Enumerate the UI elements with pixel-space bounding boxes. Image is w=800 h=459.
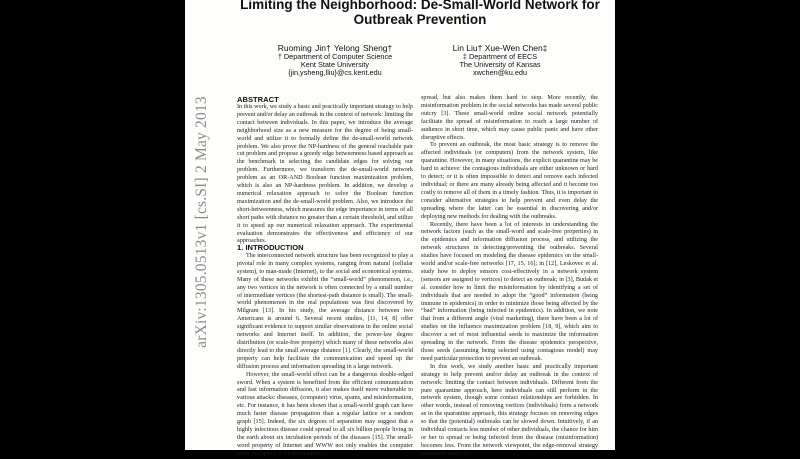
author-email: xwchen@ku.edu [472,68,528,78]
body-paragraph: To prevent an outbreak, the most basic strategy is to remove the affected individuals (or computers) from the network system, like quarantine. However, in many situations, the explicit quarantine may be hard to achieve: the contagious individuals are either unknown or hard to detect; or it is often impossible to detect and remove each infected individual; or there are many already being affected and it become too costly to remove all of them in a timely fashion. Thus, it is important to consider alternative strategies to help prevent and even delay the spreading where the latter can be essential in discovering and/or deploying new methods for dealing with the outbreaks. [421,142,598,220]
author-affiliation: † Department of Computer Science [277,52,393,61]
author-affiliation: ‡ Department of EECS [462,52,538,61]
body-paragraph: The interconnected network structure has been recognized to play a pivotal role in many complex systems, ranging from natural (cellular system), to man-made (Internet), to the social and economical systems. Many of these networks exhibit the “small-world” phenomenon, i.e., any two vertices in the network is often connected by a small number of intermediate vertices (the shortest-path distance is small). The small-world phenomenon in the real populations was first discovered by Milgram [13]. In his study, the average distance between two Americans is around 6. Several recent studies, [11, 14, 8] offer significant evidence to support similar observations in the online social networks and Internet itself. In addition, the power-law degree distribution (or scale-free property) which many of these networks also directly lead to the small average distance [1]. Clearly, the small-world property can help facilitate the communication and speed up the diffusion process and information spreading in a large network. [237,253,413,370]
author-email: {jin,ysheng,lliu}@cs.kent.edu [288,68,382,78]
right-column-body [421,95,598,457]
author-block-right [420,43,580,78]
introduction-heading: 1. INTRODUCTION [237,243,304,252]
author-affiliation: The University of Kansas [459,60,541,70]
introduction-body [237,253,413,457]
abstract-paragraph: In this work, we study a basic and practically important strategy to help prevent and/or delay an outbreak in the context of network: limiting the contact between individuals. In this paper, we introduce the average neighborhood size as a new measure for the degree of being small-world and utilize it to formally define the de-small-world network problem. We also prove the NP-hardness of the general reachable pair cut problem and propose a greedy edge betweenness based approach as the benchmark in selecting the candidate edges for solving our problem. Furthermore, we transform the de-small-world network problem as an OR-AND Boolean function maximization problem, which is also an NP-hardness problem. In addition, we develop a numerical relaxation approach to solve the Boolean function maximization and the de-small-world problem. Also, we introduce the short-betweenness, which measures the edge importance in terms of all short paths with distance no greater than a certain threshold, and utilize it to speed up our numerical relaxation approach. The experimental evaluation demonstrates the effectiveness and efficiency of our approaches. [237,104,413,245]
arxiv-id-text: arXiv:1305.0513v1 [cs.SI] 2 May 2013 [193,96,210,348]
arxiv-stamp [187,96,217,348]
body-paragraph: Recently, there have been a lot of interests in understanding the network factors (such as the small-word and scale-free properties) in the epidemics and information diffusion process, and utilizing the network structures in detecting/preventing the outbreaks. Several studies have focused on modeling the disease epidemics on the small-world and/or scale-free networks [17, 15, 16]; in [12], Leskovec et al. study how to deploy sensors cost-effectively in a network system (sensors are assigned to vertices) to detect an outbreak; in [3], Budak et al. consider how to limit the misinformation by identifying a set of individuals that are needed to adopt the “good” information (being immune in epidemics) in order to minimize those being affected by the “bad” information (being infected in epidemics). In addition, we note that from a different angle (viral marketing), there have been a lot of studies on the influence maximization problem [18, 9], which aim to discover a set of most influential seeds to maximize the information spreading in the network. From the disease epidemics perspective, those seeds (assuming being selected using contagious model) may need particular protection to prevent an outbreak. [421,221,598,362]
paper-title-line-2: Outbreak Prevention [353,12,487,27]
body-paragraph: In this work, we study another basic and practically important strategy to help prevent and/or delay an outbreak in the context of network: limiting the contact between individuals. Different from the pure quarantine approach, here individuals can still perform in the network system, though some contact relationships are forbidden. In other words, instead of removing vertices (individuals) form a network as in the quarantine approach, this strategy focuses on removing edges so that the (potential) outbreaks can be slowed down. Intuitively, if an individual contacts less number of other individuals, the chance for him or her to spread or being infected from the disease (misinformation) becomes less. From the network viewpoint, the edge-removal strategy essentially make the [421,363,598,457]
author-names: Ruoming Jin† Yelong Sheng† [277,43,393,53]
body-paragraph: spread, but also makes them hard to stop. More recently, the misinformation problem in the social networks has made several public outcry [3]. These small-world online social network potentially facilitate the spread of misinformation to reach a large number of audience in short time, which may cause public panic and have other disruptive effects. [421,95,598,141]
author-names: Lin Liu† Xue-Wen Chen‡ [452,43,548,53]
abstract-heading: ABSTRACT [237,95,279,104]
paper-title-line-1: Limiting the Neighborhood: De-Small-World Network for [240,0,600,12]
abstract-body [237,104,413,245]
author-block-left [255,43,415,78]
body-paragraph: However, the small-world effect can be a dangerous double-edged sword. When a system is benefited from the efficient communication and fast information diffusion, it also makes itself more vulnerable to various attacks: diseases, (computer) virus, spams, and misinformation, etc. For instance, it has been shown that a small-world graph can have much faster disease propagation than a regular lattice or a random graph [15]. Indeed, the six degrees of separation may suggest that a highly infectious disease could spread to all six billion people living in the earth about six incubation periods of the diseases [15]. The small-word property of Internet and WWW not only enables the computer virus and spams to be much easier to [237,371,413,457]
author-affiliation: Kent State University [300,60,370,70]
